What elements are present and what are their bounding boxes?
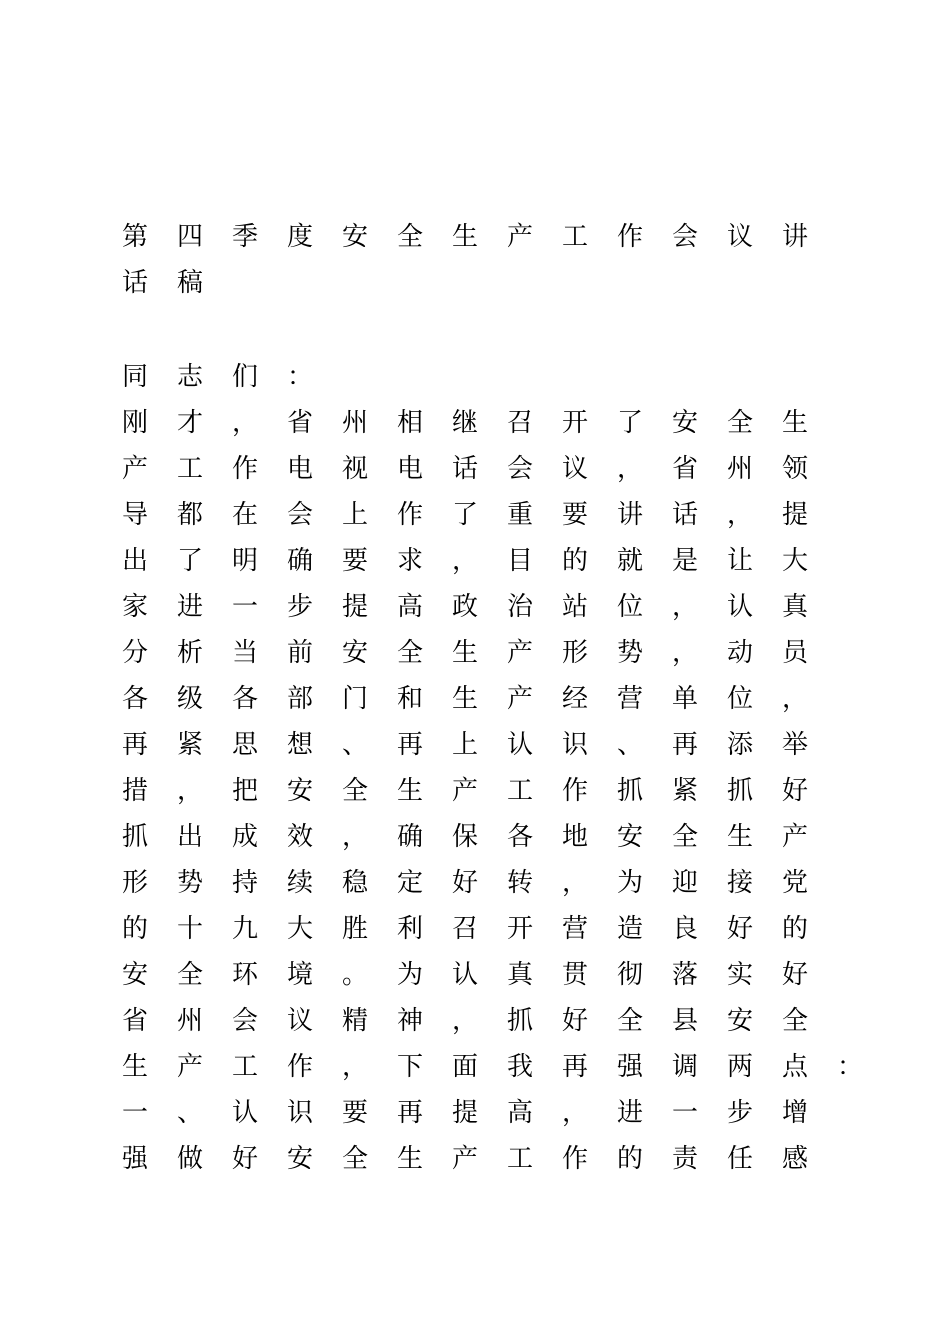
body-line: 生产工作，下面我再强调两点：: [122, 1052, 893, 1082]
body-line: 抓出成效，确保各地安全生产: [122, 822, 838, 852]
body-line: 出了明确要求，目的就是让大: [122, 546, 838, 576]
body-line: 安全环境。为认真贯彻落实好: [122, 960, 838, 990]
body-line: 分析当前安全生产形势，动员: [122, 638, 838, 668]
document-body: [122, 354, 893, 1182]
body-line: 产工作电视电话会议，省州领: [122, 454, 838, 484]
section-heading-line: 一、认识要再提高，进一步增: [122, 1098, 838, 1128]
body-line: 刚才，省州相继召开了安全生: [122, 408, 838, 438]
body-line: 省州会议精神，抓好全县安全: [122, 1006, 838, 1036]
body-line: 再紧思想、再上认识、再添举: [122, 730, 838, 760]
body-line: 措，把安全生产工作抓紧抓好: [122, 776, 838, 806]
section-heading-line: 强做好安全生产工作的责任感: [122, 1144, 838, 1174]
title-line: 话稿: [122, 268, 233, 298]
document-title: [122, 214, 842, 306]
title-line: 第四季度安全生产工作会议讲: [122, 222, 838, 252]
body-line: 形势持续稳定好转，为迎接党: [122, 868, 838, 898]
salutation: 同志们：: [122, 362, 343, 392]
body-line: 导都在会上作了重要讲话，提: [122, 500, 838, 530]
body-line: 的十九大胜利召开营造良好的: [122, 914, 838, 944]
body-line: 家进一步提高政治站位，认真: [122, 592, 838, 622]
body-line: 各级各部门和生产经营单位，: [122, 684, 838, 714]
